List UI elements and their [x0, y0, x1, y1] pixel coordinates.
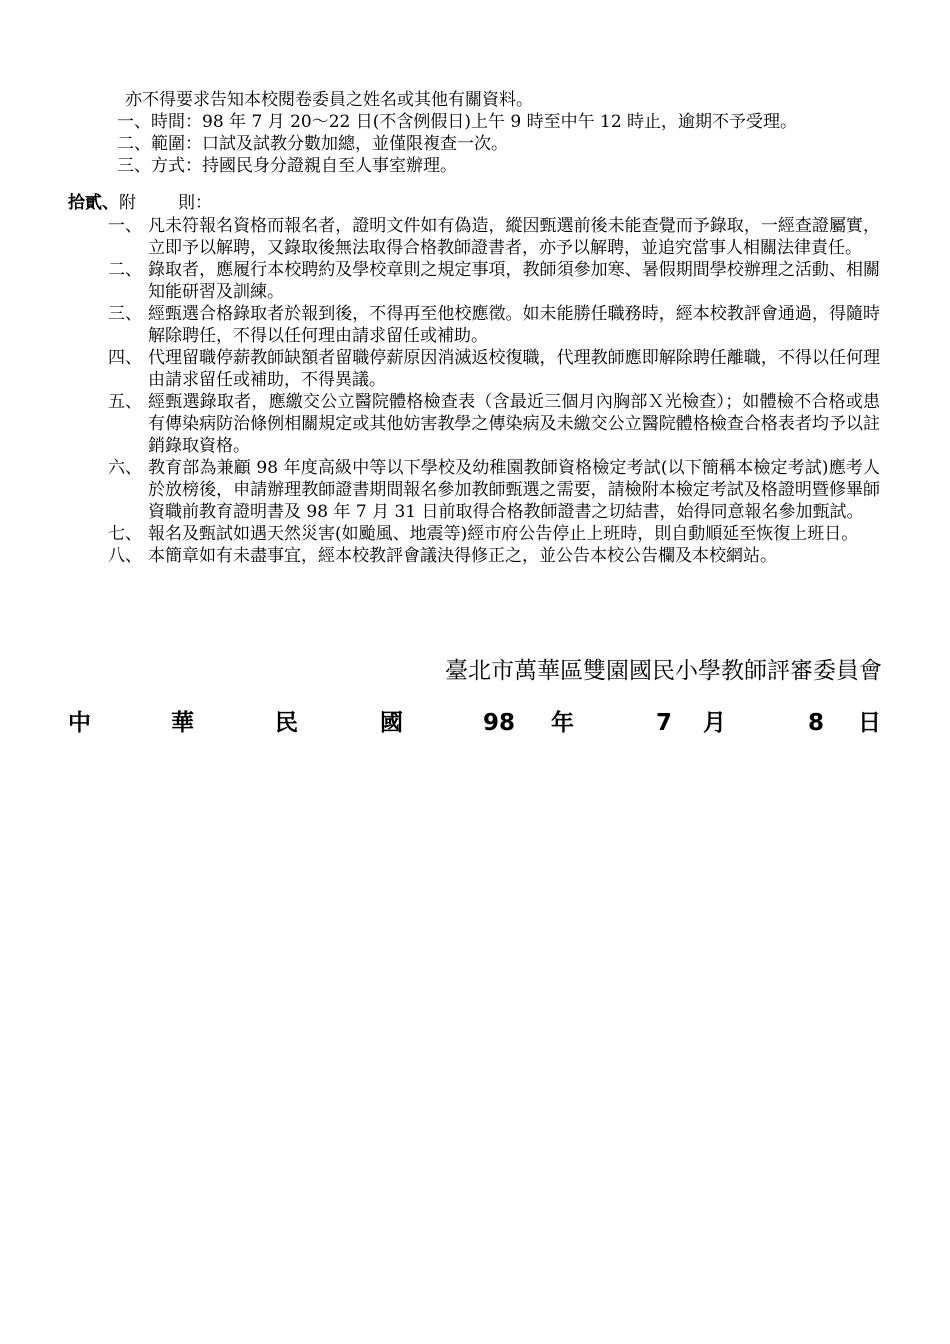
- rule-text: 經甄選合格錄取者於報到後，不得再至他校應徵。如未能勝任職務時，經本校教評會通過，得隨時解除聘任，不得以任何理由請求留任或補助。: [148, 304, 880, 346]
- date-day-unit: 日: [858, 710, 881, 736]
- section-title-part: 附: [119, 193, 136, 213]
- date-year-unit: 年: [551, 710, 574, 736]
- continuation-text: 亦不得要求告知本校閱卷委員之姓名或其他有關資料。: [125, 90, 533, 110]
- date-char: 華: [171, 710, 194, 736]
- review-item-number: 三、: [117, 156, 151, 176]
- review-items-list: [117, 111, 887, 177]
- date-month: 7: [656, 710, 673, 736]
- rule-number: 一、: [108, 216, 142, 236]
- section-number: 拾貳、: [68, 193, 119, 213]
- date-year: 98: [483, 710, 516, 736]
- rule-item: [108, 457, 880, 523]
- date-month-unit: 月: [703, 710, 726, 736]
- review-item: [117, 155, 887, 177]
- rule-number: 三、: [108, 304, 142, 324]
- review-item: [117, 133, 887, 155]
- rule-text: 教育部為兼顧 98 年度高級中等以下學校及幼稚園教師資格檢定考試(以下簡稱本檢定考試)應考人於放榜後，申請辦理教師證書期間報名參加教師甄選之需要，請檢附本檢定考試及格證明暨修畢師資職前教育證明書及 98 年 7 月 31 日前取得合格教師證書之切結書，始得同意報名參加甄試。: [148, 458, 880, 522]
- review-item: [117, 111, 887, 133]
- rule-text: 本簡章如有未盡事宜，經本校教評會議決得修正之，並公告本校公告欄及本校網站。: [148, 546, 777, 566]
- rule-text: 代理留職停薪教師缺額者留職停薪原因消滅返校復職，代理教師應即解除聘任離職，不得以任何理由請求留任或補助，不得異議。: [148, 348, 880, 390]
- rule-text: 錄取者，應履行本校聘約及學校章則之規定事項，教師須參加寒、暑假期間學校辦理之活動、相關知能研習及訓練。: [148, 260, 880, 302]
- rule-item: [108, 347, 880, 391]
- review-item-number: 一、: [117, 112, 151, 132]
- rule-number: 五、: [108, 392, 142, 412]
- rule-number: 二、: [108, 260, 142, 280]
- rule-number: 七、: [108, 524, 142, 544]
- section-title: [119, 193, 212, 213]
- rule-number: 四、: [108, 348, 142, 368]
- rules-list: [108, 215, 880, 567]
- rule-item: [108, 303, 880, 347]
- rule-text: 經甄選錄取者，應繳交公立醫院體格檢查表（含最近三個月內胸部Ｘ光檢查）；如體檢不合格或患有傳染病防治條例相關規定或其他妨害教學之傳染病及未繳交公立醫院體格檢查合格表者均予以註銷錄取資格。: [148, 392, 880, 456]
- rule-item: [108, 215, 880, 259]
- committee-signature: 臺北市萬華區雙園國民小學教師評審委員會: [445, 658, 882, 684]
- rule-number: 八、: [108, 546, 142, 566]
- rule-item: [108, 545, 880, 567]
- review-item-text: 範圍：口試及試教分數加總，並僅限複查一次。: [151, 134, 508, 154]
- date-char: 國: [380, 710, 403, 736]
- rule-number: 六、: [108, 458, 142, 478]
- section-title-part: 則：: [178, 193, 212, 213]
- review-item-text: 時間：98 年 7 月 20～22 日(不含例假日)上午 9 時至中午 12 時止，逾期不予受理。: [151, 112, 798, 132]
- review-item-text: 方式：持國民身分證親自至人事室辦理。: [151, 156, 457, 176]
- rule-text: 凡未符報名資格而報名者，證明文件如有偽造，縱因甄選前後未能查覺而予錄取，一經查證屬實，立即予以解聘，又錄取後無法取得合格教師證書者，亦予以解聘，並追究當事人相關法律責任。: [148, 216, 880, 258]
- rule-text: 報名及甄試如遇天然災害(如颱風、地震等)經市府公告停止上班時，則自動順延至恢復上班日。: [148, 524, 859, 544]
- date-char: 中: [68, 710, 91, 736]
- date-char: 民: [275, 710, 298, 736]
- section-heading: [68, 192, 212, 214]
- rule-item: [108, 259, 880, 303]
- rule-item: [108, 523, 880, 545]
- rule-item: [108, 391, 880, 457]
- review-item-number: 二、: [117, 134, 151, 154]
- date-day: 8: [808, 710, 825, 736]
